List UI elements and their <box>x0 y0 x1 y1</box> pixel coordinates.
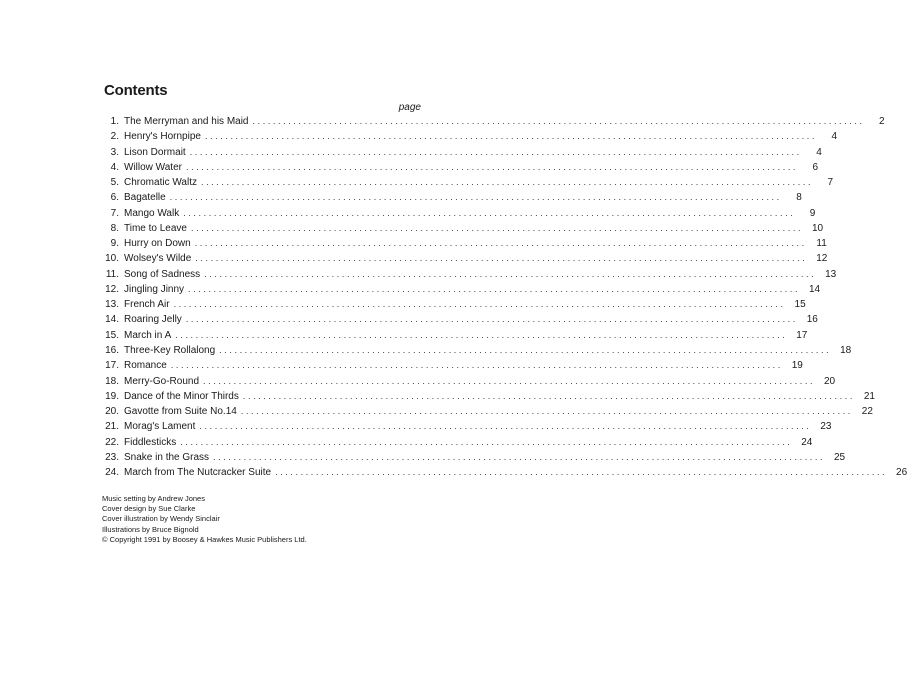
credit-line: © Copyright 1991 by Boosey & Hawkes Music Publishers Ltd. <box>102 534 307 544</box>
toc-entry-title: Fiddlesticks <box>124 436 177 448</box>
leader-dots: ........................................................................................................................ <box>204 131 818 142</box>
toc-entry-number: 22. <box>105 436 119 448</box>
toc-entry-title: Morag's Lament <box>124 421 196 433</box>
leader-dots: ........................................................................................................................ <box>170 360 783 371</box>
toc-entry-page: 8 <box>796 192 802 204</box>
toc-entry-number: 18. <box>105 375 119 387</box>
toc-entry-page: 17 <box>796 329 808 341</box>
toc-entry-title: Mango Walk <box>124 207 180 219</box>
toc-entry-number: 20. <box>105 406 119 418</box>
toc-entry-number: 5. <box>110 177 119 189</box>
leader-dots: ........................................................................................................................ <box>242 390 855 401</box>
toc-entry-title: Hurry on Down <box>124 238 191 250</box>
toc-entry-title: Romance <box>124 360 167 372</box>
toc-entry-page: 10 <box>811 222 824 234</box>
toc-entry-title: Merry-Go-Round <box>124 375 200 387</box>
toc-entry-title: Henry's Hornpipe <box>124 131 201 143</box>
toc-entry-number: 6. <box>110 192 119 204</box>
leader-dots: ........................................................................................................................ <box>240 406 853 417</box>
toc-entry-page: 23 <box>820 421 832 433</box>
toc-entry-page: 6 <box>812 161 819 173</box>
toc-entry <box>100 312 818 327</box>
toc-entry-page: 12 <box>816 253 828 265</box>
toc-entry-page: 20 <box>823 375 836 387</box>
leader-dots: ........................................................................................................................ <box>203 375 816 386</box>
toc-entry-page: 21 <box>863 390 875 402</box>
toc-entry-number: 21. <box>105 421 119 433</box>
toc-entry <box>100 221 824 236</box>
credits-block <box>102 494 307 545</box>
leader-dots: ........................................................................................................................ <box>191 222 804 233</box>
leader-dots: ........................................................................................................................ <box>173 299 786 310</box>
toc-entry-title: March in A <box>124 329 172 341</box>
toc-entry <box>100 435 813 450</box>
toc-entry <box>100 236 827 251</box>
leader-dots: ........................................................................................................................ <box>219 344 832 355</box>
toc-entry-title: The Merryman and his Maid <box>124 116 249 127</box>
leader-dots: ........................................................................................................................ <box>200 177 814 188</box>
toc-entry-title: Roaring Jelly <box>124 314 182 326</box>
toc-entry-number: 9. <box>110 238 119 250</box>
toc-entry-number: 4. <box>110 161 119 173</box>
leader-dots: ........................................................................................................................ <box>199 421 812 432</box>
credit-line: Cover design by Sue Clarke <box>102 504 196 514</box>
leader-dots: ........................................................................................................................ <box>252 116 865 126</box>
toc-entry-page: 4 <box>816 146 822 158</box>
toc-entry <box>100 160 819 175</box>
leader-dots: ........................................................................................................................ <box>204 268 817 279</box>
leader-dots: ........................................................................................................................ <box>194 238 807 249</box>
toc-entry-page: 7 <box>827 177 834 189</box>
toc-entry-title: Gavotte from Suite No.14 <box>124 406 237 418</box>
toc-entry <box>100 190 802 205</box>
toc-entry-page: 14 <box>808 283 821 295</box>
toc-entry-number: 1. <box>110 116 119 127</box>
toc-entry <box>100 328 808 343</box>
leader-dots: ........................................................................................................................ <box>169 192 782 203</box>
toc-entry-page: 4 <box>831 131 838 143</box>
toc-entry-page: 24 <box>801 436 813 448</box>
toc-entry-number: 8. <box>110 222 119 234</box>
toc-entry <box>100 114 885 129</box>
toc-entry-title: Jingling Jinny <box>124 283 185 295</box>
page-column-label: page <box>398 102 421 113</box>
leader-dots: ........................................................................................................................ <box>189 146 802 157</box>
toc-entry <box>100 267 837 282</box>
toc-entry-page: 26 <box>896 467 907 479</box>
toc-entry-page: 18 <box>840 344 852 356</box>
toc-entry-page: 2 <box>879 116 885 127</box>
toc-entry-page: 25 <box>833 451 846 463</box>
toc-entry <box>100 404 873 419</box>
toc-entry <box>100 374 836 389</box>
toc-entry-number: 23. <box>105 451 119 463</box>
toc-entry <box>100 206 816 221</box>
toc-entry <box>100 297 806 312</box>
toc-entry-title: Lison Dormait <box>124 146 186 158</box>
leader-dots: ........................................................................................................................ <box>188 283 801 294</box>
toc-entry-title: March from The Nutcracker Suite <box>124 467 272 479</box>
toc-entry-page: 13 <box>825 268 837 280</box>
leader-dots: ........................................................................................................................ <box>275 467 888 478</box>
toc-entry-page: 11 <box>816 238 827 250</box>
toc-entry-number: 14. <box>105 314 119 326</box>
toc-entry <box>100 145 822 160</box>
toc-entry <box>100 343 852 358</box>
leader-dots: ........................................................................................................................ <box>185 161 799 172</box>
leader-dots: ........................................................................................................................ <box>195 253 808 264</box>
leader-dots: ........................................................................................................................ <box>175 329 788 340</box>
toc-entry-number: 11. <box>105 268 119 280</box>
leader-dots: ........................................................................................................................ <box>185 314 798 325</box>
credit-line: Music setting by Andrew Jones <box>102 494 205 503</box>
toc-entry-number: 13. <box>105 299 119 311</box>
leader-dots: ........................................................................................................................ <box>180 436 793 447</box>
toc-entry-title: Three-Key Rollalong <box>124 344 216 356</box>
contents-heading: Contents <box>104 82 168 99</box>
toc-entry <box>100 358 803 373</box>
toc-entry-number: 2. <box>110 131 119 143</box>
toc-entry-title: Song of Sadness <box>124 268 201 280</box>
toc-entry <box>100 450 846 465</box>
leader-dots: ........................................................................................................................ <box>213 451 826 462</box>
toc-entry-title: Bagatelle <box>124 192 166 204</box>
toc-entry-page: 16 <box>806 314 818 326</box>
toc-entry-title: Chromatic Waltz <box>124 177 197 189</box>
credit-line: Illustrations by Bruce Bignold <box>102 524 199 534</box>
toc-entry <box>100 129 838 144</box>
toc-entry-number: 24. <box>105 467 119 479</box>
credit-line: Cover illustration by Wendy Sinclair <box>102 514 220 524</box>
toc-entry-title: Willow Water <box>124 161 182 173</box>
toc-entry-page: 15 <box>794 299 806 311</box>
toc-entry-title: Time to Leave <box>124 222 187 234</box>
toc-entry-title: Dance of the Minor Thirds <box>124 390 239 402</box>
toc-entry-number: 3. <box>110 146 119 158</box>
toc-entry-number: 12. <box>105 283 119 295</box>
leader-dots: ........................................................................................................................ <box>183 207 796 218</box>
toc-entry <box>100 175 834 190</box>
toc-entry-title: Wolsey's Wilde <box>124 253 192 265</box>
table-of-contents <box>100 114 907 480</box>
toc-entry-page: 9 <box>809 207 816 219</box>
toc-entry <box>100 389 875 404</box>
toc-entry <box>100 465 907 480</box>
toc-entry-title: Snake in the Grass <box>124 451 210 463</box>
toc-entry-number: 16. <box>105 344 119 356</box>
toc-entry <box>100 251 828 266</box>
toc-entry-page: 22 <box>861 406 873 418</box>
toc-entry-number: 19. <box>105 390 119 402</box>
toc-entry <box>100 419 832 434</box>
toc-entry-title: French Air <box>124 299 170 311</box>
toc-entry-page: 19 <box>791 360 803 372</box>
toc-entry <box>100 282 821 297</box>
toc-entry-number: 10. <box>105 253 119 265</box>
toc-entry-number: 15. <box>105 329 119 341</box>
toc-entry-number: 7. <box>110 207 119 219</box>
toc-entry-number: 17. <box>105 360 119 372</box>
